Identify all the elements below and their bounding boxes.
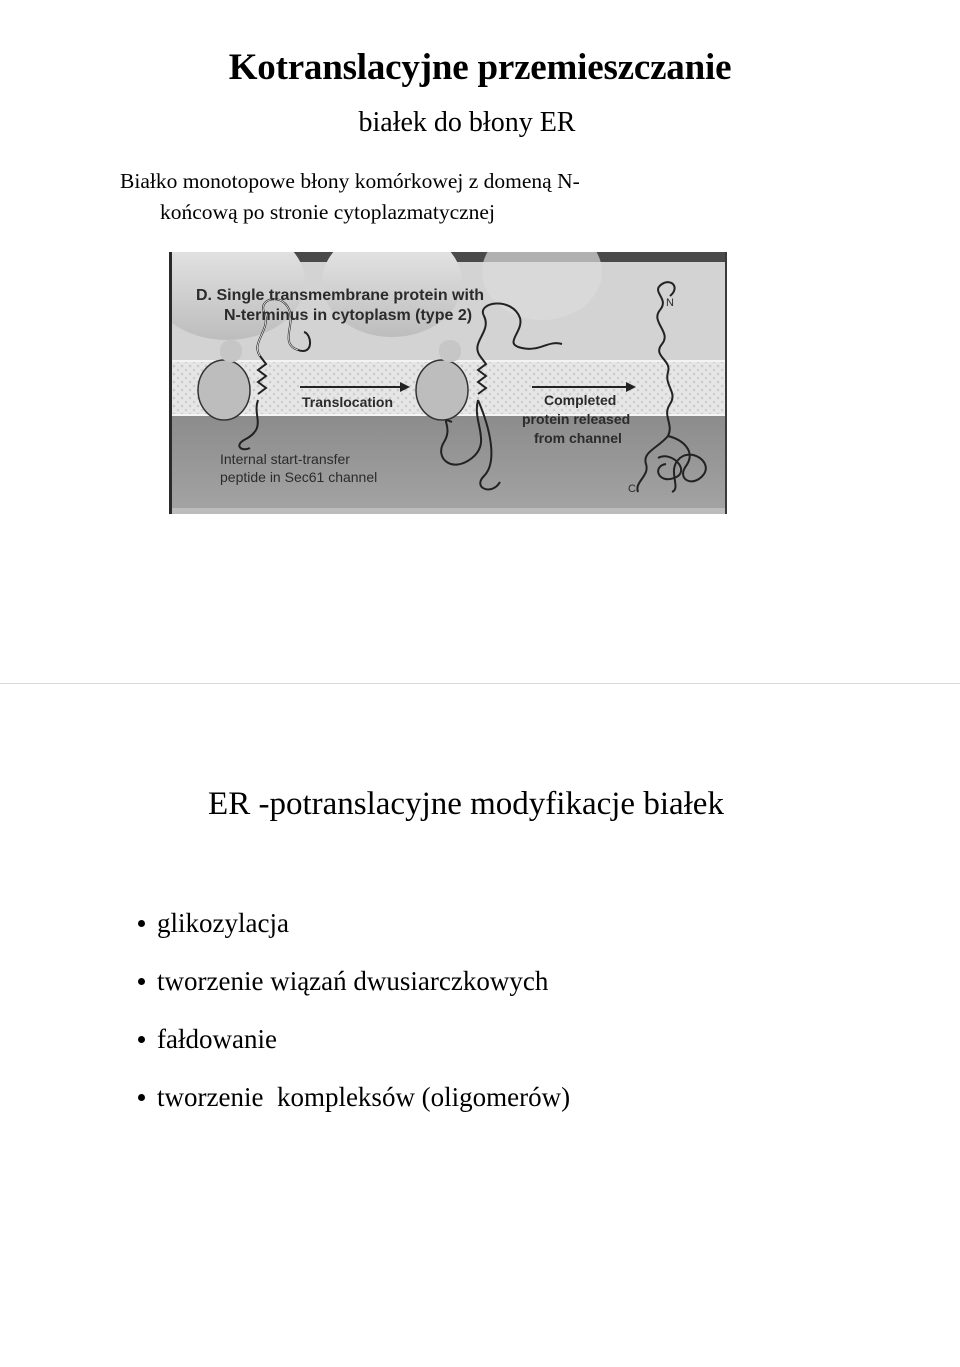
slide-title: Kotranslacyjne przemieszczanie (228, 47, 732, 88)
figure-heading-line-1: D. Single transmembrane protein with (196, 287, 485, 304)
list-item: fałdowanie (138, 1022, 570, 1080)
list-item: glikozylacja (138, 906, 570, 964)
list-item: tworzenie kompleksów (oligomerów) (138, 1080, 570, 1138)
sec61-channel-1 (198, 360, 250, 420)
translocation-figure (169, 252, 727, 514)
slide-description (120, 166, 720, 228)
bullet-icon (138, 1094, 145, 1101)
completed-label-line-2: protein released (522, 411, 631, 427)
sec61-channel-2 (416, 360, 468, 420)
translocation-label: Translocation (302, 394, 394, 410)
list-item: tworzenie wiązań dwusiarczkowych (138, 964, 570, 1022)
completed-label-line-3: from channel (534, 430, 622, 446)
slide-heading: ER -potranslacyjne modyfikacje białek (208, 786, 724, 822)
description-line-1: Białko monotopowe błony komórkowej z domeną N- (120, 169, 580, 193)
figure-caption-line-1: Internal start-transfer (220, 451, 350, 467)
bullet-icon (138, 978, 145, 985)
slide-top (0, 0, 960, 683)
figure-caption-line-2: peptide in Sec61 channel (220, 469, 378, 485)
bullet-icon (138, 920, 145, 927)
description-line-2: końcową po stronie cytoplazmatycznej (160, 200, 495, 224)
bullet-icon (138, 1036, 145, 1043)
n-terminus-label: N (666, 297, 674, 309)
completed-label-line-1: Completed (544, 392, 617, 408)
slide-subtitle: białek do błony ER (358, 107, 576, 138)
modifications-list (138, 906, 570, 1138)
c-terminus-label: C (628, 483, 636, 495)
translocation-diagram (172, 252, 725, 514)
figure-heading-line-2: N-terminus in cytoplasm (type 2) (224, 307, 473, 324)
